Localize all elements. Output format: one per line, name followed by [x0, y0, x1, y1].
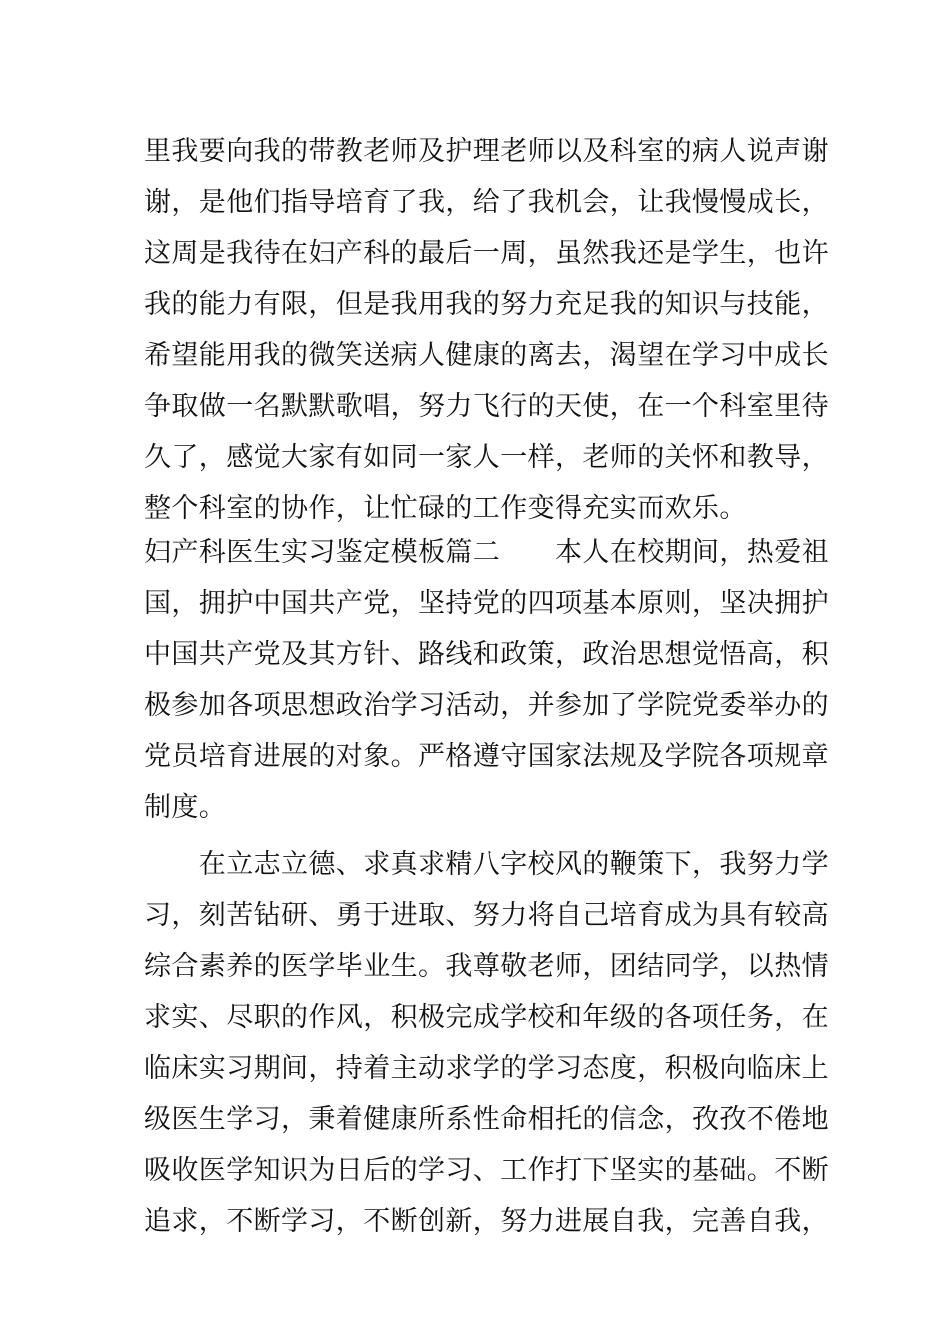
- text-line: 中国共产党及其方针、路线和政策，政治思想觉悟高，积: [144, 639, 829, 670]
- text-line: 习，刻苦钻研、勇于进取、努力将自己培育成为具有较高: [144, 900, 829, 931]
- text-line: 吸收医学知识为日后的学习、工作打下坚实的基础。不断: [144, 1155, 829, 1186]
- section-heading-line: 妇产科医生实习鉴定模板篇二 本人在校期间，热爱祖: [144, 537, 829, 568]
- text-line: 我的能力有限，但是我用我的努力充足我的知识与技能，: [144, 289, 829, 320]
- text-line: 争取做一名默默歌唱，努力飞行的天使，在一个科室里待: [144, 391, 829, 422]
- text-line: 综合素养的医学毕业生。我尊敬老师，团结同学，以热情: [144, 951, 829, 982]
- text-line: 党员培育进展的对象。严格遵守国家法规及学院各项规章: [144, 741, 829, 772]
- text-line: 久了，感觉大家有如同一家人一样，老师的关怀和教导，: [144, 442, 829, 473]
- text-line: 整个科室的协作，让忙碌的工作变得充实而欢乐。: [144, 493, 747, 524]
- text-line: 追求，不断学习，不断创新，努力进展自我，完善自我，: [144, 1206, 829, 1237]
- text-line: 在立志立德、求真求精八字校风的鞭策下，我努力学: [144, 849, 829, 880]
- text-line: 求实、尽职的作风，积极完成学校和年级的各项任务，在: [144, 1002, 829, 1033]
- text-line: 这周是我待在妇产科的最后一周，虽然我还是学生，也许: [144, 238, 829, 269]
- text-line: 里我要向我的带教老师及护理老师以及科室的病人说声谢: [144, 136, 829, 167]
- text-line: 临床实习期间，持着主动求学的学习态度，积极向临床上: [144, 1053, 829, 1084]
- text-line: 希望能用我的微笑送病人健康的离去，渴望在学习中成长: [144, 340, 829, 371]
- text-line: 制度。: [144, 792, 227, 823]
- text-line: 级医生学习，秉着健康所系性命相托的信念，孜孜不倦地: [144, 1104, 829, 1135]
- text-line: 谢，是他们指导培育了我，给了我机会，让我慢慢成长，: [144, 187, 829, 218]
- text-line: 国，拥护中国共产党，坚持党的四项基本原则，坚决拥护: [144, 588, 829, 619]
- text-line: 极参加各项思想政治学习活动，并参加了学院党委举办的: [144, 690, 829, 721]
